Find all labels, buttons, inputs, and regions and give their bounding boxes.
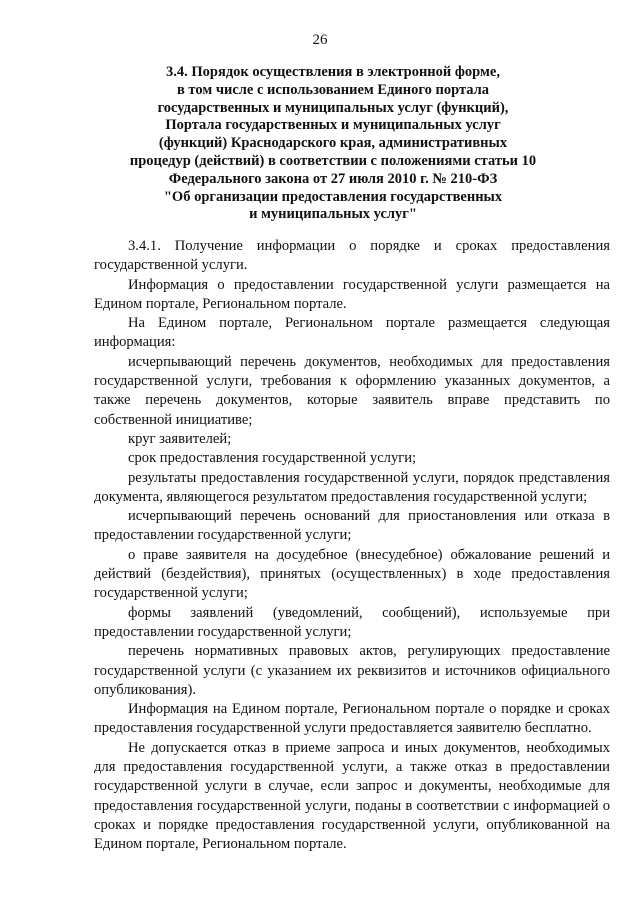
heading-line: 3.4. Порядок осуществления в электронной форме, [166, 64, 500, 80]
list-item: перечень нормативных правовых актов, регулирующих предоставление государственной услуги (с указанием их реквизитов и источников официального опубликования). [94, 643, 610, 698]
list-item: формы заявлений (уведомлений, сообщений), используемые при предоставлении государственной услуги; [94, 604, 610, 640]
paragraph: 3.4.1. Получение информации о порядке и сроках предоставления государственной услуги. [94, 238, 610, 274]
paragraph: Информация на Едином портале, Региональном портале о порядке и сроках предоставления государственной услуги предоставляется заявителю бесплатно. [94, 701, 610, 737]
section-heading [60, 64, 606, 224]
paragraph: Не допускается отказ в приеме запроса и иных документов, необходимых для предоставления государственной услуги, а также отказ в предоставлении государственной услуги в случае, если запрос и документы, необходимые для предоставления государственной услуги, поданы в соответствии с информацией о сроках и порядке предоставления государственной услуги, опубликованной на Едином портале, Региональном портале. [94, 739, 610, 853]
list-item: исчерпывающий перечень оснований для приостановления или отказа в предоставлении государственной услуги; [94, 508, 610, 544]
heading-line: процедур (действий) в соответствии с положениями статьи 10 [129, 152, 537, 169]
heading-line: (функций) Краснодарского края, административных [158, 135, 508, 152]
heading-line: государственных и муниципальных услуг (функций), [157, 99, 509, 116]
paragraph: На Едином портале, Региональном портале размещается следующая информация: [94, 315, 610, 351]
heading-line: в том числе с использованием Единого портала [176, 81, 490, 98]
heading-line: "Об организации предоставления государственных [163, 188, 503, 205]
heading-line: и муниципальных услуг" [249, 206, 417, 223]
list-item: круг заявителей; [128, 430, 232, 447]
list-item: о праве заявителя на досудебное (внесудебное) обжалование решений и действий (бездействия), принятых (осуществленных) в ходе предоставления государственной услуги; [94, 546, 610, 602]
heading-line: Федерального закона от 27 июля 2010 г. № 210-ФЗ [168, 170, 498, 187]
list-item: результаты предоставления государственной услуги, порядок представления документа, являющегося результатом предоставления государственной услуги; [94, 469, 610, 505]
list-item: исчерпывающий перечень документов, необходимых для предоставления государственной услуги, требования к оформлению указанных документов, а также перечень документов, которые заявитель вправе представить по собственной инициативе; [94, 353, 610, 428]
list-item: срок предоставления государственной услуги; [128, 450, 417, 467]
document-body [94, 237, 610, 855]
heading-line: Портала государственных и муниципальных услуг [165, 117, 501, 134]
paragraph: Информация о предоставлении государственной услуги размещается на Едином портале, Региональном портале. [94, 276, 610, 312]
page-number: 26 [312, 32, 328, 48]
